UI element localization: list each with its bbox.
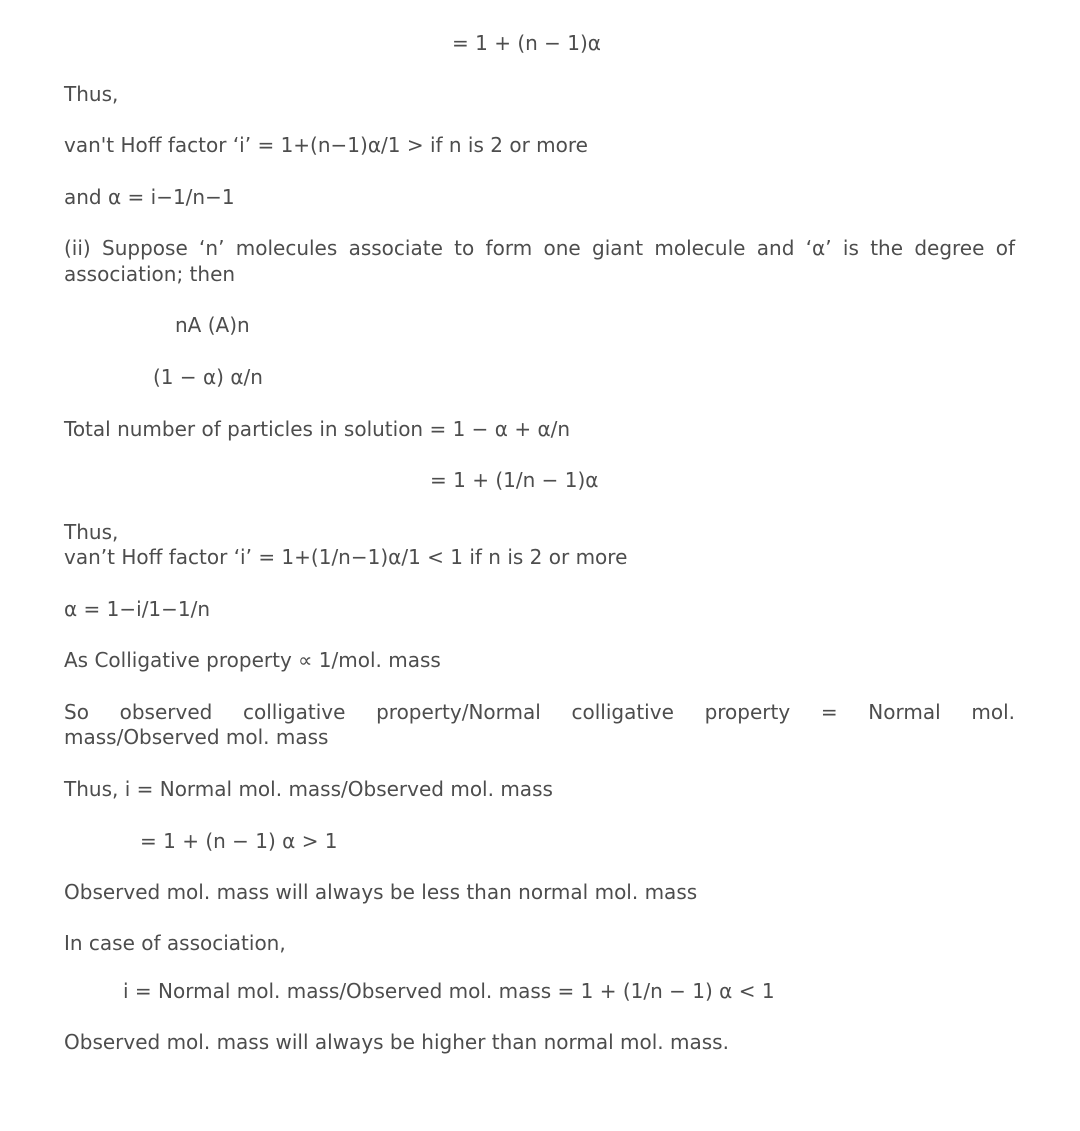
vant-hoff-association-line: van’t Hoff factor ‘i’ = 1+(1/n−1)α/1 < 1 if n is 2 or more (64, 545, 628, 569)
equation-dissociation-total: = 1 + (n − 1)α (452, 31, 601, 55)
association-amounts: (1 − α) α/n (153, 365, 263, 389)
dissociation-conclusion: Observed mol. mass will always be less than normal mol. mass (64, 880, 698, 904)
vant-hoff-dissociation-line: van't Hoff factor ‘i’ = 1+(n−1)α/1 > if n is 2 or more (64, 133, 588, 157)
association-conclusion: Observed mol. mass will always be higher than normal mol. mass. (64, 1030, 729, 1054)
paragraph-thus-2: Thus, (64, 520, 119, 544)
observed-normal-ratio-line-1: So observed colligative property/Normal colligative property = Normal mol. (64, 700, 1015, 724)
i-association-equation: i = Normal mol. mass/Observed mol. mass = 1 + (1/n − 1) α < 1 (123, 979, 775, 1003)
association-reaction: nA (A)n (175, 313, 250, 337)
association-case-heading: In case of association, (64, 931, 286, 955)
association-intro-line-2: association; then (64, 262, 236, 286)
i-dissociation-equation: = 1 + (n − 1) α > 1 (140, 829, 338, 853)
total-particles-line: Total number of particles in solution = 1 − α + α/n (64, 417, 571, 441)
alpha-dissociation-line: and α = i−1/n−1 (64, 185, 235, 209)
paragraph-thus-1: Thus, (64, 82, 119, 106)
observed-normal-ratio-line-2: mass/Observed mol. mass (64, 725, 329, 749)
equation-association-total: = 1 + (1/n − 1)α (430, 468, 599, 492)
association-intro-line-1: (ii) Suppose ‘n’ molecules associate to form one giant molecule and ‘α’ is the degree of (64, 236, 1015, 260)
colligative-proportion-line: As Colligative property ∝ 1/mol. mass (64, 648, 441, 672)
i-ratio-line: Thus, i = Normal mol. mass/Observed mol. mass (64, 777, 553, 801)
alpha-association-line: α = 1−i/1−1/n (64, 597, 211, 621)
